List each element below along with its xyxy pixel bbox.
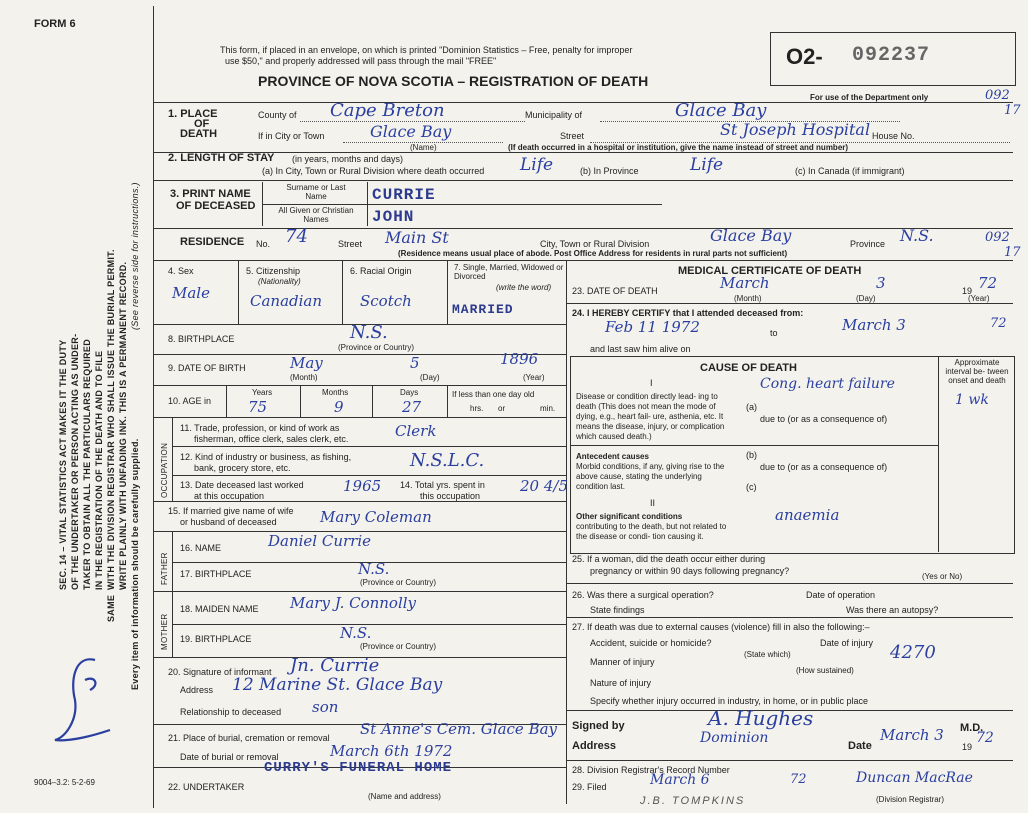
burial-place-value: St Anne's Cem. Glace Bay: [360, 720, 558, 738]
filed-date: March 6: [650, 772, 710, 788]
surname-label: Surname or Last Name: [286, 183, 346, 201]
signed-by-value: A. Hughes: [708, 706, 814, 730]
filed-year: 72: [790, 772, 807, 787]
residence-label: RESIDENCE: [180, 236, 245, 248]
occ-13-value: 1965: [343, 477, 382, 495]
occ-11-value: Clerk: [395, 422, 437, 440]
birthplace-value: N.S.: [350, 322, 388, 343]
form-label: FORM 6: [34, 18, 76, 30]
mother-side: MOTHER: [160, 613, 169, 650]
informant-rel-value: son: [312, 698, 339, 716]
side-instruction-1: SEC. 14 – VITAL STATISTICS ACT MAKES IT THE DUTY: [58, 339, 68, 590]
mother-name-value: Mary J. Connolly: [290, 594, 417, 612]
res-no-label: No.: [256, 239, 271, 249]
undertaker-label: 22. UNDERTAKER: [168, 782, 245, 792]
res-city-label: City, Town or Rural Division: [540, 239, 650, 249]
occ-14-label: 14. Total yrs. spent in: [400, 480, 485, 490]
cause-a-value: Cong. heart failure: [760, 376, 895, 392]
sex-value: Male: [172, 284, 210, 302]
other-label: Other significant conditions: [576, 512, 683, 521]
hrs-label: hrs.: [470, 404, 484, 413]
q25-label-2: pregnancy or within 90 days following pregnancy?: [590, 566, 790, 576]
informant-rel-label: Relationship to deceased: [180, 707, 282, 717]
findings-label: State findings: [590, 605, 645, 615]
hospital-note: (If death occurred in a hospital or institution, give the name instead of street and number): [508, 143, 849, 152]
place-death: DEATH: [180, 128, 218, 140]
or-label: or: [498, 404, 506, 413]
dept-code-4: 17: [1004, 245, 1021, 260]
occ-14-value: 20 4/5: [520, 477, 568, 495]
dob-year: 1896: [500, 350, 539, 368]
side-instruction-3: TAKER TO OBTAIN ALL THE PARTICULARS REQUIRED: [82, 338, 92, 590]
spouse-label-2: or husband of deceased: [180, 517, 277, 527]
other-value: anaemia: [775, 506, 840, 524]
print-name-label: 3. PRINT NAME: [170, 188, 251, 200]
informant-sig-value: Jn. Currie: [290, 655, 380, 676]
mother-bp-value: N.S.: [340, 624, 372, 642]
of-deceased-label: OF DECEASED: [176, 200, 256, 212]
age-days: 27: [402, 398, 422, 416]
interval-label: Approximate interval be- tween onset and death: [945, 358, 1009, 385]
informant-sig-label: 20. Signature of informant: [168, 667, 272, 677]
occ-14-sub: this occupation: [420, 491, 481, 501]
res-city-value: Glace Bay: [710, 226, 792, 245]
attended-to: March 3: [842, 316, 906, 334]
county-label: County of: [258, 110, 297, 120]
address-label: Address: [572, 740, 617, 752]
res-no-value: 74: [285, 226, 308, 247]
occ-12-value: N.S.L.C.: [410, 450, 485, 471]
dod-year: 72: [978, 274, 998, 292]
dob-day: 5: [410, 354, 420, 372]
municipality-label: Municipality of: [525, 110, 583, 120]
manner-label: Manner of injury: [590, 657, 655, 667]
dod-label: 23. DATE OF DEATH: [572, 286, 658, 296]
father-bp-label: 17. BIRTHPLACE: [180, 569, 252, 579]
undertaker-value: CURRY'S FUNERAL HOME: [264, 760, 453, 776]
stay-label: 2. LENGTH OF STAY: [168, 152, 275, 164]
marital-sub: (write the word): [496, 283, 552, 292]
filed-label: 29. Filed: [572, 782, 607, 792]
dept-code-1: 092: [985, 88, 1010, 103]
side-instruction-same: SAME: [106, 594, 116, 622]
q25-label: 25. If a woman, did the death occur either during: [572, 554, 766, 564]
stay-a-value: Life: [520, 155, 554, 175]
cause-b: (b): [746, 450, 757, 460]
address-value: Dominion: [700, 730, 769, 746]
q27-label: 27. If death was due to external causes (violence) fill in also the following:–: [572, 622, 870, 632]
citizenship-label: 5. Citizenship: [246, 266, 301, 276]
res-street-label: Street: [338, 239, 363, 249]
burial-place-label: 21. Place of burial, cremation or removal: [168, 733, 330, 743]
signed-by-label: Signed by: [572, 720, 625, 732]
mother-bp-label: 19. BIRTHPLACE: [180, 634, 252, 644]
dob-year-sub: (Year): [523, 373, 545, 382]
less-than-day: If less than one day old: [452, 390, 535, 399]
informant-addr-label: Address: [180, 685, 214, 695]
date-year: 72: [976, 730, 994, 746]
date-value: March 3: [880, 726, 944, 744]
res-prov-label: Province: [850, 239, 886, 249]
place-label: 1. PLACE: [168, 108, 218, 120]
age-years: 75: [248, 398, 268, 416]
given-label: All Given or Christian Names: [278, 206, 354, 224]
res-street-value: Main St: [385, 228, 449, 247]
occ-11-label: 11. Trade, profession, or kind of work as: [180, 423, 340, 433]
medical-title: MEDICAL CERTIFICATE OF DEATH: [678, 265, 862, 277]
marital-value: MARRIED: [452, 302, 514, 317]
op-date-label: Date of operation: [806, 590, 876, 600]
stay-b-label: (b) In Province: [580, 166, 639, 176]
place-of: OF: [194, 118, 210, 130]
dod-day-sub: (Day): [856, 294, 876, 303]
autopsy-label: Was there an autopsy?: [846, 605, 939, 615]
city-label: If in City or Town: [258, 131, 325, 141]
father-name-label: 16. NAME: [180, 543, 222, 553]
yes-no-sub: (Yes or No): [922, 572, 963, 581]
cause-a: (a): [746, 402, 757, 412]
father-name-value: Daniel Currie: [268, 532, 372, 550]
years-label: Years: [252, 388, 273, 397]
other-desc: contributing to the death, but not related to the disease or condi- tion causing it.: [576, 522, 727, 541]
sex-label: 4. Sex: [168, 266, 194, 276]
nature-label: Nature of injury: [590, 678, 652, 688]
dod-year-sub: (Year): [968, 294, 990, 303]
due-to-2: due to (or as a consequence of): [760, 462, 888, 472]
dod-month-sub: (Month): [734, 294, 762, 303]
spouse-label: 15. If married give name of wife: [168, 506, 294, 516]
md-label: M.D.: [960, 722, 984, 734]
undertaker-sub: (Name and address): [368, 792, 441, 801]
specify-label: Specify whether injury occurred in industry, in home, or in public place: [590, 696, 868, 706]
birthplace-label: 8. BIRTHPLACE: [168, 334, 235, 344]
due-to-1: due to (or as a consequence of): [760, 414, 888, 424]
municipality-value: Glace Bay: [675, 100, 767, 121]
citizenship-sub: (Nationality): [258, 277, 301, 286]
informant-addr-value: 12 Marine St. Glace Bay: [232, 675, 443, 695]
stay-sub: (in years, months and days): [292, 154, 404, 164]
father-side: FATHER: [160, 552, 169, 585]
side-instruction-4: IN THE REGISTRATION OF THE DEATH AND TO FILE: [94, 350, 104, 590]
serial-number: 092237: [852, 44, 931, 67]
footer-code: 9004–3.2: 5-2-69: [34, 778, 95, 787]
attended-to-label: to: [770, 328, 778, 338]
occ-12-sub: bank, grocery store, etc.: [194, 463, 291, 473]
form-title: PROVINCE OF NOVA SCOTIA – REGISTRATION OF DEATH: [258, 73, 649, 89]
mother-bp-sub: (Province or Country): [360, 642, 437, 651]
attended-from: Feb 11 1972: [605, 318, 700, 336]
spouse-value: Mary Coleman: [320, 508, 432, 526]
birthplace-sub: (Province or Country): [338, 343, 415, 352]
antecedent-label: Antecedent causes: [576, 452, 649, 461]
occ-12-label: 12. Kind of industry or business, as fishing,: [180, 452, 352, 462]
dept-code-3: 092: [985, 230, 1010, 245]
father-bp-sub: (Province or Country): [360, 578, 437, 587]
certify-label: 24. I HEREBY CERTIFY that I attended deceased from:: [572, 308, 804, 318]
cause-c: (c): [746, 482, 757, 492]
days-label: Days: [400, 388, 419, 397]
res-prov-value: N.S.: [900, 226, 934, 245]
stay-a-label: (a) In City, Town or Rural Division where death occurred: [262, 166, 485, 176]
record-number-label: 28. Division Registrar's Record Number: [572, 765, 730, 775]
burial-date-label: Date of burial or removal: [180, 752, 279, 762]
antecedent-desc: Morbid conditions, if any, giving rise to the above cause, stating the underlying condition last.: [576, 462, 725, 491]
street-label: Street: [560, 131, 585, 141]
attended-to-year: 72: [990, 316, 1007, 331]
notice-line-1: This form, if placed in an envelope, on which is printed "Dominion Statistics – Free, penalty for improper: [220, 45, 633, 55]
cause-a-interval: 1 wk: [955, 392, 989, 408]
registrar-signature: Duncan MacRae: [856, 770, 973, 786]
section-1: I: [650, 378, 653, 388]
dob-day-sub: (Day): [420, 373, 440, 382]
father-bp-value: N.S.: [358, 560, 390, 578]
dod-month: March: [720, 274, 770, 292]
code-value: 4270: [890, 642, 936, 663]
dod-yr-prefix: 19: [962, 286, 973, 296]
age-months: 9: [334, 398, 344, 416]
street-value: St Joseph Hospital: [720, 120, 871, 139]
accident-label: Accident, suicide or homicide?: [590, 638, 712, 648]
racial-origin-label: 6. Racial Origin: [350, 266, 412, 276]
min-label: min.: [540, 404, 556, 413]
occupation-side: OCCUPATION: [160, 442, 169, 498]
residence-note: (Residence means usual place of abode. Post Office Address for residents in rural parts not sufficient): [398, 249, 788, 258]
stay-c-label: (c) In Canada (if immigrant): [795, 166, 905, 176]
side-note: (See reverse side for instructions.): [130, 182, 140, 330]
side-every: Every item of information should be carefully supplied.: [130, 438, 140, 690]
last-saw-label: and last saw him alive on: [590, 344, 691, 354]
months-label: Months: [322, 388, 349, 397]
county-value: Cape Breton: [330, 100, 445, 121]
racial-origin-value: Scotch: [360, 292, 412, 310]
dob-month-sub: (Month): [290, 373, 318, 382]
mother-name-label: 18. MAIDEN NAME: [180, 604, 259, 614]
dob-month: May: [290, 354, 323, 372]
occ-13-sub: at this occupation: [194, 491, 265, 501]
dob-label: 9. DATE OF BIRTH: [168, 363, 246, 373]
state-which-sub: (State which): [744, 650, 791, 659]
marital-label: 7. Single, Married, Widowed or Divorced: [454, 263, 564, 281]
date-yr-prefix: 19: [962, 742, 973, 752]
stay-b-value: Life: [690, 155, 724, 175]
side-instruction-2: OF THE UNDERTAKER OR PERSON ACTING AS UNDER-: [70, 333, 80, 590]
city-value: Glace Bay: [370, 122, 452, 141]
side-instruction-6: WRITE PLAINLY WITH UNFADING INK. THIS IS A PERMANENT RECORD.: [118, 261, 128, 590]
initial-mark-icon: [40, 650, 120, 750]
how-sustained-sub: (How sustained): [796, 666, 854, 675]
date-label: Date: [848, 740, 872, 752]
section-2: II: [650, 498, 656, 508]
occ-13-label: 13. Date deceased last worked: [180, 480, 304, 490]
cause-title: CAUSE OF DEATH: [700, 362, 797, 374]
burial-date-value: March 6th 1972: [330, 742, 453, 760]
dept-code-2: 17: [1004, 103, 1021, 118]
serial-prefix: O2-: [786, 44, 823, 69]
dept-use-label: For use of the Department only: [810, 93, 929, 102]
registrar-sub: (Division Registrar): [876, 795, 945, 804]
citizenship-value: Canadian: [250, 292, 323, 310]
given-value: JOHN: [372, 208, 415, 226]
occ-11-sub: fisherman, office clerk, sales clerk, etc.: [194, 434, 349, 444]
age-label: 10. AGE in: [168, 396, 212, 406]
disease-label: Disease or condition directly lead- ing to death (This does not mean the mode of dying, e.g., heart fail- ure, asthenia, etc. It means the disease, injury, or complication which caused death.): [576, 392, 725, 441]
dod-day: 3: [876, 274, 886, 292]
q26-label: 26. Was there a surgical operation?: [572, 590, 714, 600]
injury-date-label: Date of injury: [820, 638, 874, 648]
notice-line-2: use $50," and properly addressed will pass through the mail "FREE": [225, 56, 497, 66]
registrar-stamp: J.B. TOMPKINS: [640, 795, 746, 807]
name-sub: (Name): [410, 143, 437, 152]
surname-value: CURRIE: [372, 186, 436, 204]
house-label: House No.: [872, 131, 915, 141]
side-instruction-5: WITH THE DIVISION REGISTRAR WHO SHALL ISSUE THE BURIAL PERMIT.: [106, 249, 116, 590]
